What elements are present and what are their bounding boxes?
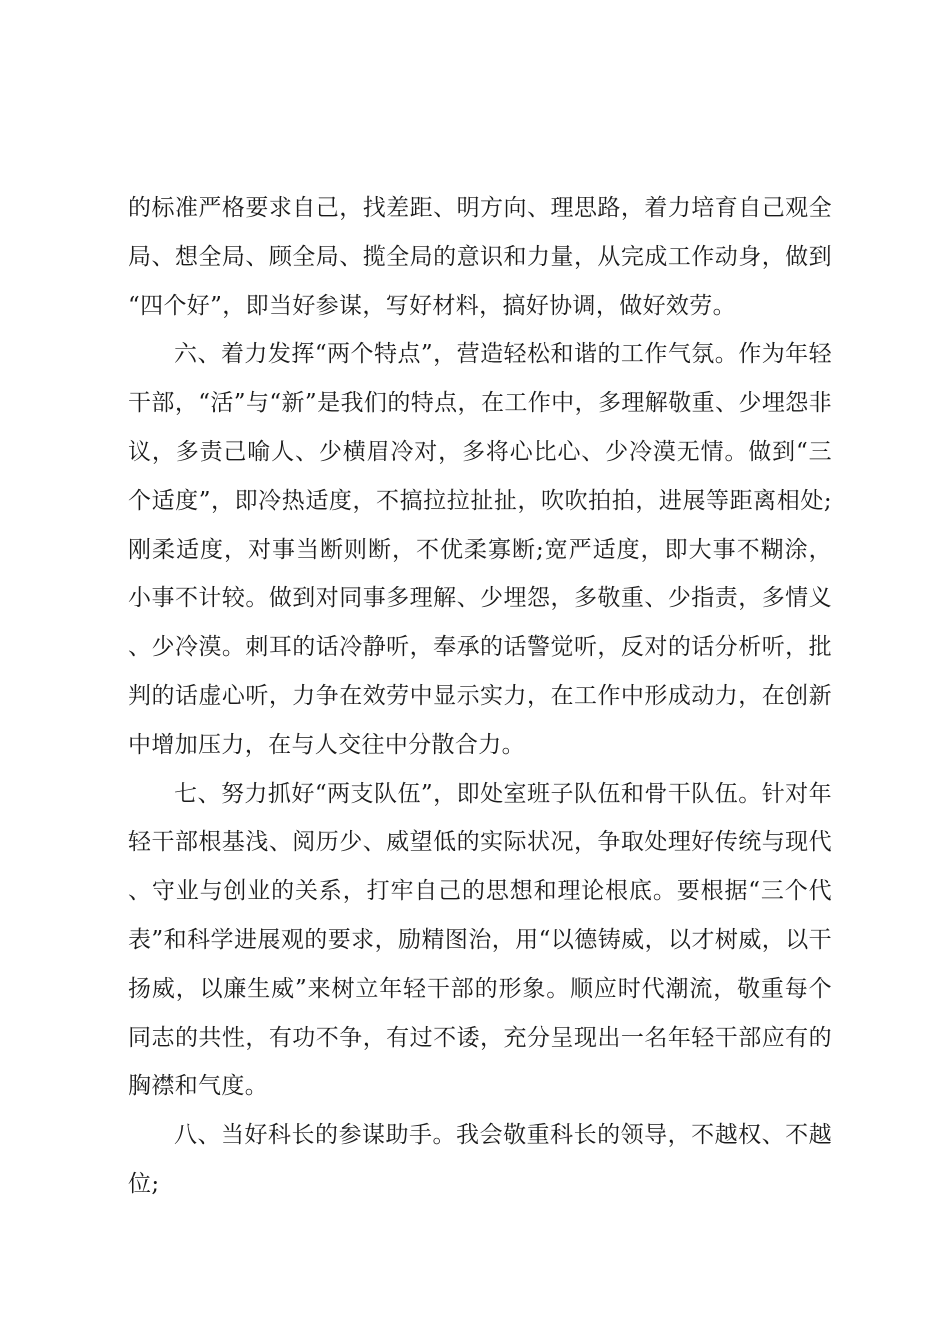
document-body — [128, 184, 832, 1209]
paragraph-point-seven: 七、努力抓好“两支队伍”，即处室班子队伍和骨干队伍。针对年轻干部根基浅、阅历少、威望低的实际状况，争取处理好传统与现代、守业与创业的关系，打牢自己的思想和理论根底。要根据“三个代表”和科学进展观的要求，励精图治，用“以德铸威，以才树威，以干扬威，以廉生威”来树立年轻干部的形象。顺应时代潮流，敬重每个同志的共性，有功不争，有过不诿，充分呈现出一名年轻干部应有的胸襟和气度。 — [128, 780, 832, 1100]
paragraph-point-six: 六、着力发挥“两个特点”，营造轻松和谐的工作气氛。作为年轻干部，“活”与“新”是我们的特点，在工作中，多理解敬重、少埋怨非议，多责己喻人、少横眉冷对，多将心比心、少冷漠无情。做到“三个适度”，即冷热适度，不搞拉拉扯扯，吹吹拍拍，进展等距离相处;刚柔适度，对事当断则断，不优柔寡断;宽严适度，即大事不糊涂，小事不计较。做到对同事多理解、少埋怨，多敬重、少指责，多情义、少冷漠。刺耳的话冷静听，奉承的话警觉听，反对的话分析听，批判的话虚心听，力争在效劳中显示实力，在工作中形成动力，在创新中增加压力，在与人交往中分散合力。 — [128, 341, 832, 758]
paragraph-point-eight: 八、当好科长的参谋助手。我会敬重科长的领导，不越权、不越位; — [128, 1122, 832, 1197]
paragraph-continuation: 的标准严格要求自己，找差距、明方向、理思路，着力培育自己观全局、想全局、顾全局、揽全局的意识和力量，从完成工作动身，做到“四个好”，即当好参谋，写好材料，搞好协调，做好效劳。 — [128, 195, 832, 319]
